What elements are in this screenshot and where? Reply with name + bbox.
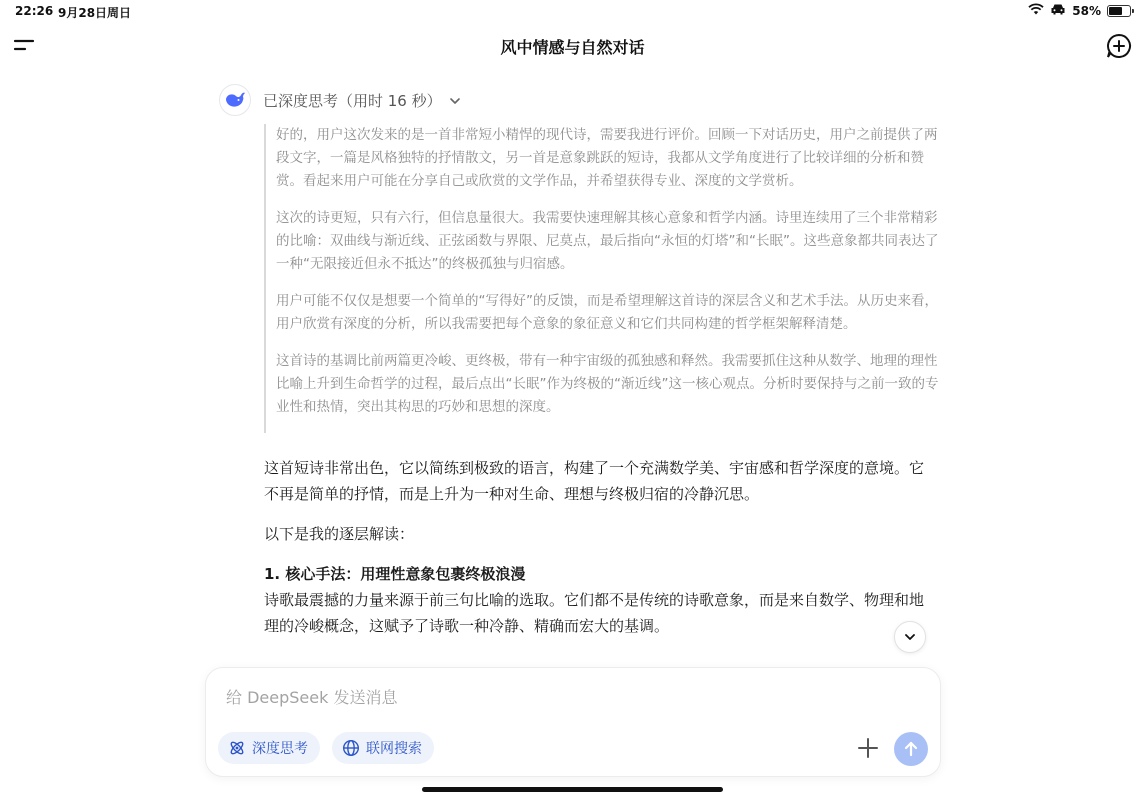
web-search-label: 联网搜索 [366, 741, 422, 757]
battery-icon [1107, 5, 1131, 17]
scroll-to-bottom-button[interactable] [894, 621, 926, 653]
status-indicators [1028, 3, 1131, 18]
conversation[interactable] [0, 80, 1145, 660]
arrow-up-icon [902, 740, 920, 758]
car-icon [1050, 3, 1066, 18]
battery-level [1109, 7, 1122, 15]
atom-icon [228, 739, 246, 757]
battery-percent: 58% [1072, 3, 1101, 18]
answer-section-title: 1. 核心手法：用理性意象包裹终极浪漫 [264, 565, 526, 583]
thinking-paragraph: 用户可能不仅仅是想要一个简单的“写得好”的反馈，而是希望理解这首诗的深层含义和艺术手法。从历史来看，用户欣赏有深度的分析，所以我需要把每个意象的象征意义和它们共同构建的哲学框架解释清楚。 [276, 293, 938, 332]
status-time: 22:26 [15, 4, 54, 18]
web-search-toggle[interactable] [332, 732, 434, 764]
chevron-down-icon [448, 94, 462, 108]
thinking-paragraph: 这次的诗更短，只有六行，但信息量很大。我需要快速理解其核心意象和哲学内涵。诗里连续用了三个非常精彩的比喻：双曲线与渐近线、正弦函数与界限、尼莫点，最后指向“永恒的灯塔”和“长眠”。这些意象都共同表达了一种“无限接近但永不抵达”的终极孤独与归宿感。 [276, 210, 939, 272]
answer-lead: 以下是我的逐层解读： [264, 525, 415, 543]
new-chat-button[interactable] [1105, 32, 1133, 60]
message-input[interactable] [224, 684, 918, 710]
attach-button[interactable] [854, 734, 882, 762]
home-indicator[interactable] [422, 787, 723, 792]
assistant-answer [264, 455, 924, 653]
header [0, 28, 1145, 64]
send-button[interactable] [894, 732, 928, 766]
deepseek-whale-icon [224, 91, 246, 109]
status-bar [0, 0, 1145, 24]
status-date: 9月28日周日 [58, 6, 132, 20]
answer-intro: 这首短诗非常出色，它以简练到极致的语言，构建了一个充满数学美、宇宙感和哲学深度的意境。它不再是简单的抒情，而是上升为一种对生命、理想与终极归宿的冷静沉思。 [264, 459, 925, 503]
thinking-paragraph: 好的，用户这次发来的是一首非常短小精悍的现代诗，需要我进行评价。回顾一下对话历史，用户之前提供了两段文字，一篇是风格独特的抒情散文，另一首是意象跳跃的短诗，我都从文学角度进行了比较详细的分析和赞赏。看起来用户可能在分享自己或欣赏的文学作品，并希望获得专业、深度的文学赏析。 [276, 127, 938, 189]
chevron-down-icon [903, 630, 917, 644]
thinking-label: 已深度思考（用时 16 秒） [263, 92, 442, 110]
globe-icon [342, 739, 360, 757]
answer-section-body: 诗歌最震撼的力量来源于前三句比喻的选取。它们都不是传统的诗歌意象，而是来自数学、物理和地理的冷峻概念，这赋予了诗歌一种冷静、精确而宏大的基调。 [264, 591, 925, 635]
thinking-toggle[interactable] [263, 90, 462, 111]
deep-think-label: 深度思考 [252, 741, 308, 757]
message-composer [205, 667, 941, 777]
deepseek-logo [219, 84, 251, 116]
wifi-icon [1028, 3, 1044, 18]
page-title: 风中情感与自然对话 [500, 38, 645, 57]
new-chat-icon [1105, 32, 1133, 60]
thinking-content [264, 124, 942, 433]
plus-icon [857, 737, 879, 759]
thinking-paragraph: 这首诗的基调比前两篇更冷峻、更终极，带有一种宇宙级的孤独感和释然。我需要抓住这种从数学、地理的理性比喻上升到生命哲学的过程，最后点出“长眠”作为终极的“渐近线”这一核心观点。分析时要保持与之前一致的专业性和热情，突出其构思的巧妙和思想的深度。 [276, 353, 939, 415]
deep-think-toggle[interactable] [218, 732, 320, 764]
